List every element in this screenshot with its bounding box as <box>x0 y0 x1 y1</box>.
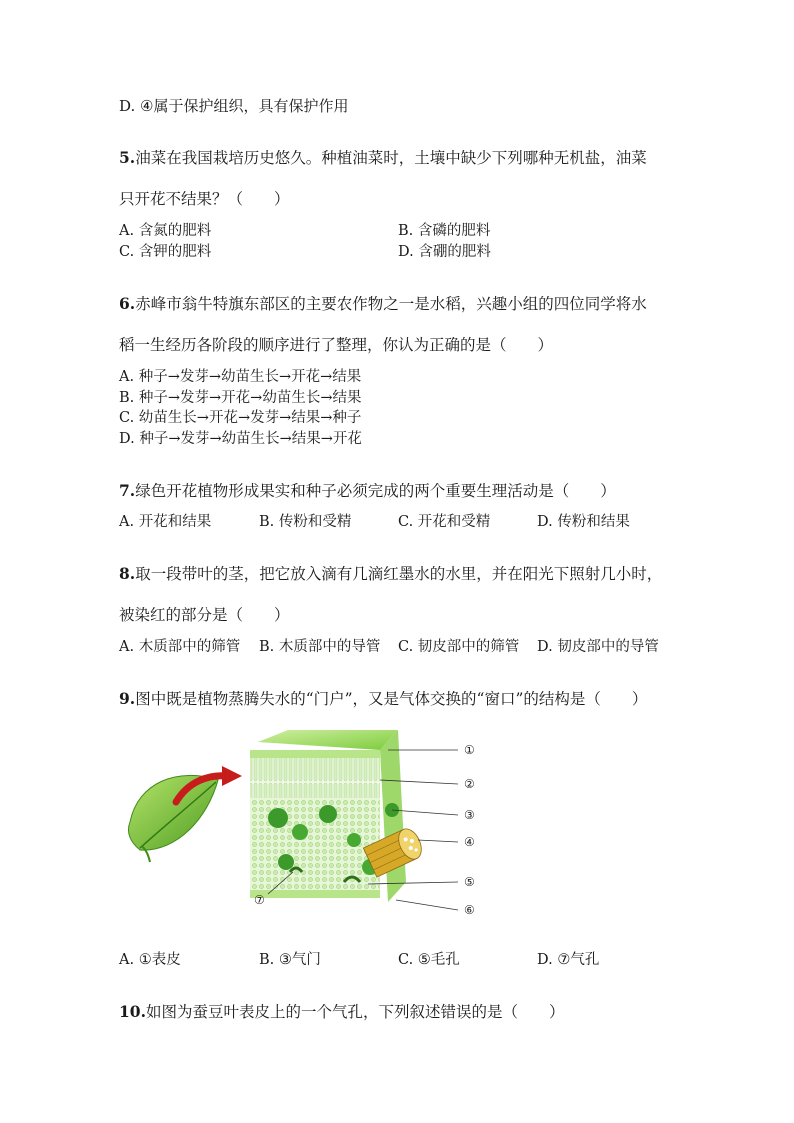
question-6-line-2: 稻一生经历各阶段的顺序进行了整理，你认为正确的是（ ） <box>119 336 554 354</box>
q7-option-a: A. 开花和结果 <box>119 514 212 530</box>
q8-option-a: A. 木质部中的筛管 <box>119 639 241 655</box>
figure-label-2: ② <box>464 777 475 791</box>
question-10-line-1: 10.如图为蚕豆叶表皮上的一个气孔，下列叙述错误的是（ ） <box>119 1002 565 1021</box>
q7-option-b: B. 传粉和受精 <box>259 514 352 530</box>
q4-option-d: D. ④属于保护组织，具有保护作用 <box>119 97 349 115</box>
figure-label-7: ⑦ <box>254 893 265 907</box>
q9-option-c: C. ⑤毛孔 <box>398 952 460 968</box>
q5-option-c: C. 含钾的肥料 <box>119 244 212 260</box>
question-5-line-1: 5.油菜在我国栽培历史悠久。种植油菜时，土壤中缺少下列哪种无机盐，油菜 <box>119 148 647 167</box>
figure-label-1: ① <box>464 743 475 757</box>
leaf-icon <box>128 775 218 862</box>
question-7-line-1: 7.绿色开花植物形成果实和种子必须完成的两个重要生理活动是（ ） <box>119 481 616 500</box>
leaf-structure-figure <box>118 722 498 918</box>
q6-option-a: A. 种子→发芽→幼苗生长→开花→结果 <box>119 369 362 385</box>
q6-option-c: C. 幼苗生长→开花→发芽→结果→种子 <box>119 410 362 426</box>
q9-option-d: D. ⑦气孔 <box>537 952 600 968</box>
figure-label-6: ⑥ <box>464 903 475 917</box>
question-8-line-1: 8.取一段带叶的茎，把它放入滴有几滴红墨水的水里，并在阳光下照射几小时， <box>119 564 663 583</box>
figure-label-5: ⑤ <box>464 875 475 889</box>
q5-option-a: A. 含氮的肥料 <box>119 223 212 239</box>
question-6-line-1: 6.赤峰市翁牛特旗东部区的主要农作物之一是水稻，兴趣小组的四位同学将水 <box>119 294 647 313</box>
q5-option-b: B. 含磷的肥料 <box>398 223 491 239</box>
q5-option-d: D. 含硼的肥料 <box>398 244 491 260</box>
leaf-cross-section-block <box>250 730 426 902</box>
question-8-line-2: 被染红的部分是（ ） <box>119 606 290 624</box>
q7-option-c: C. 开花和受精 <box>398 514 491 530</box>
q8-option-c: C. 韧皮部中的筛管 <box>398 639 520 655</box>
figure-label-3: ③ <box>464 808 475 822</box>
question-9-line-1: 9.图中既是植物蒸腾失水的“门户”，又是气体交换的“窗口”的结构是（ ） <box>119 689 648 708</box>
q6-option-b: B. 种子→发芽→开花→幼苗生长→结果 <box>119 390 362 406</box>
question-5-line-2: 只开花不结果？（ ） <box>119 190 290 208</box>
q9-option-a: A. ①表皮 <box>119 952 181 968</box>
q7-option-d: D. 传粉和结果 <box>537 514 630 530</box>
q6-option-d: D. 种子→发芽→幼苗生长→结果→开花 <box>119 431 362 447</box>
q8-option-b: B. 木质部中的导管 <box>259 639 381 655</box>
q8-option-d: D. 韧皮部中的导管 <box>537 639 659 655</box>
figure-label-4: ④ <box>464 835 475 849</box>
q9-option-b: B. ③气门 <box>259 952 321 968</box>
